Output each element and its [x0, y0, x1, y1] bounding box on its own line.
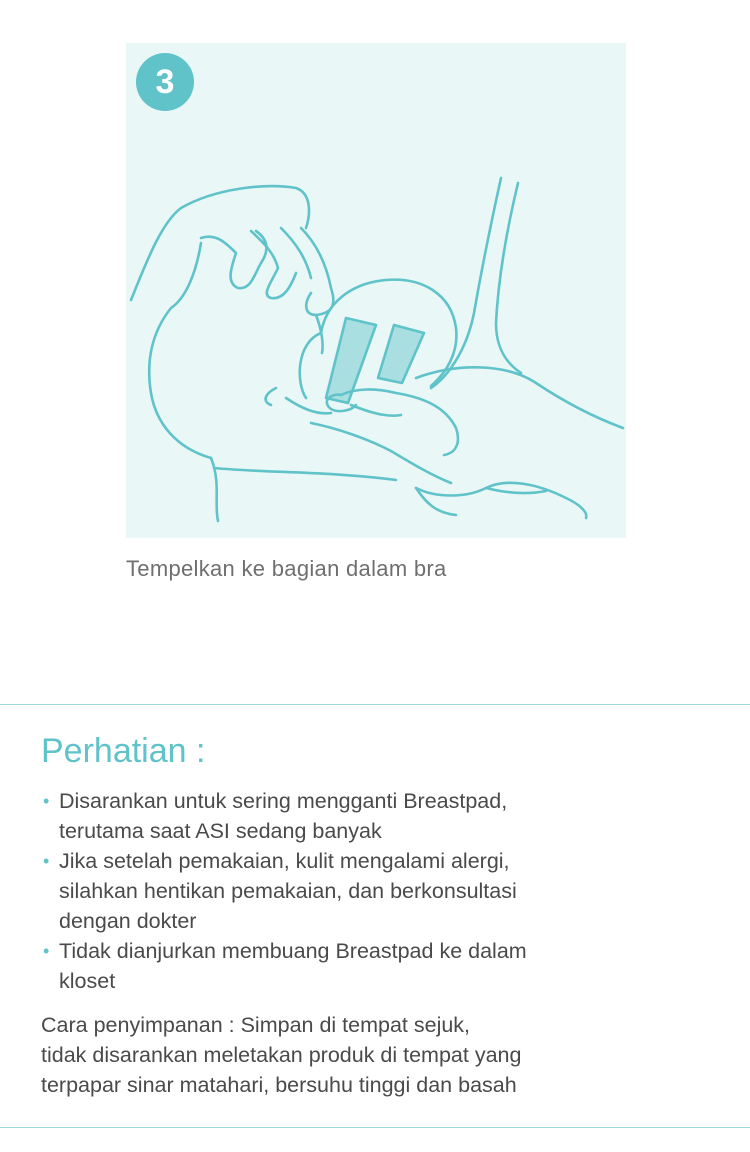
step-caption: Tempelkan ke bagian dalam bra: [126, 556, 447, 581]
breastpad-application-illustration: [126, 43, 626, 538]
note-line: dengan dokter: [59, 909, 197, 933]
list-item: [41, 846, 721, 936]
notes-list: [41, 786, 721, 996]
notes-heading: Perhatian :: [41, 732, 206, 770]
bullet-icon: •: [43, 851, 50, 871]
step-number-badge: 3: [136, 53, 194, 111]
section-divider-bottom: [0, 1127, 750, 1128]
note-line: Tidak dianjurkan membuang Breastpad ke dalam: [59, 939, 527, 963]
note-line: silahkan hentikan pemakaian, dan berkonsultasi: [59, 879, 517, 903]
note-line: Jika setelah pemakaian, kulit mengalami alergi,: [59, 849, 510, 873]
list-item: [41, 936, 721, 996]
storage-line: tidak disarankan meletakan produk di tempat yang: [41, 1043, 522, 1067]
step-illustration: [126, 43, 626, 538]
note-line: kloset: [59, 969, 116, 993]
storage-line: terpapar sinar matahari, bersuhu tinggi dan basah: [41, 1073, 517, 1097]
section-divider-top: [0, 704, 750, 705]
storage-line: Cara penyimpanan : Simpan di tempat sejuk,: [41, 1013, 471, 1037]
note-line: Disarankan untuk sering mengganti Breastpad,: [59, 789, 508, 813]
storage-instructions: [41, 1010, 721, 1100]
note-line: terutama saat ASI sedang banyak: [59, 819, 382, 843]
bullet-icon: •: [43, 941, 50, 961]
bullet-icon: •: [43, 791, 50, 811]
list-item: [41, 786, 721, 846]
